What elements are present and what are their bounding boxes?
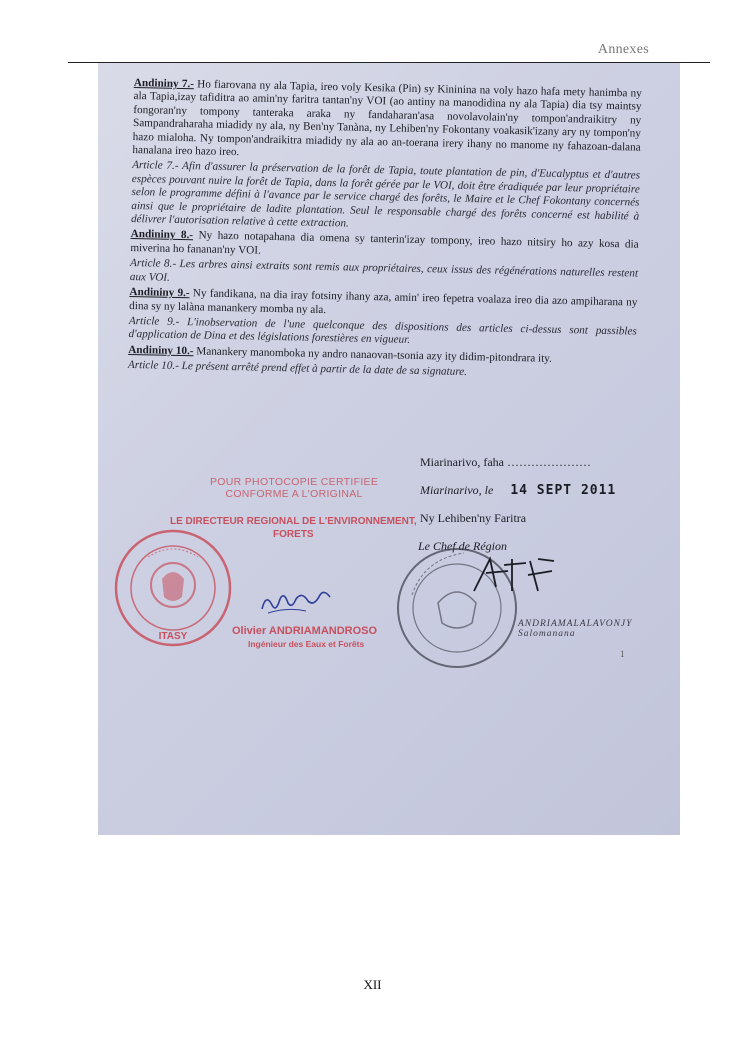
director-title: Ingénieur des Eaux et Forêts (248, 639, 365, 649)
article-text: Ho fiarovana ny ala Tapia, ireo voly Kesika (Pin) sy Kininina na voly hazo hafa mety hanimba ny ala Tapia,izay tafiditra ao amin'ny faritra tantan'ny VOI (ao antiny na manodidina ny ala Tapia) dia tsy maintsy fongoran'ny tompony tanteraka araka ny fandaharan'asa novolavolain'ny tompon'andraikitry ny Sampandraharaha miadidy ny ala, ny Ben'ny Tanàna, ny Lehiben'ny Fokontany voakasik'izany ary ny tompon'ny hazo mialoha. Ny tompon'andraikitra miadidy ny ala ao an-toerana irery ihany no manome ny fahazoan-dalana hanalana ireo hazo ireo. (132, 78, 642, 159)
red-official-seal (112, 527, 234, 649)
signature-area (98, 443, 680, 743)
seal-region-text: ITASY (158, 631, 188, 642)
article-number: Article 10.- (127, 359, 180, 373)
certified-copy-stamp (210, 476, 378, 500)
article-number: Andininy 8.- (130, 228, 194, 242)
director-line-2: FORETS (273, 529, 314, 540)
article-number: Article 8.- (129, 257, 177, 271)
place-line-mg: Miarinarivo, faha ………………… (420, 455, 591, 469)
article-number: Article 7.- (132, 159, 179, 173)
article-text: Manankery manomboka ny andro nanaovan-tsonia azy ity didim-pitondrara ity. (196, 345, 553, 365)
chef-signature-icon (468, 551, 558, 601)
place-line-fr (420, 483, 616, 498)
margin-mark: 1 (620, 649, 625, 659)
running-head: Annexes (597, 42, 649, 57)
article-text: Les arbres ainsi extraits sont remis aux propriétaires, ceux issus des régénérations naturelles restent aux VOI. (129, 258, 639, 284)
article-text: Afin d'assurer la préservation de la forêt de Tapia, toute plantation de pin, d'Eucalyptus et d'autres espèces pouvant nuire la forêt de Tapia, dans la forêt gérée par le VOI, doit être éradiquée par leur propriétaire selon le programme défini à l'avance par le service chargé des forêts, le Maire et le Chef Fokontany concernés ainsi que le propriétaire de ladite plantation. Seul le responsable chargé des forêts concerné est habilité à délivrer l'autorisation relative à cette extraction. (130, 160, 641, 230)
director-line-1: LE DIRECTEUR REGIONAL DE L'ENVIRONNEMENT, (170, 516, 417, 527)
page-number: XII (363, 977, 382, 992)
scanned-document-photo (98, 63, 680, 835)
certified-line-2: CONFORME A L'ORIGINAL (225, 488, 363, 500)
document-body (128, 77, 642, 385)
director-signature-icon (258, 579, 338, 619)
article-malagasy (132, 77, 642, 168)
article-number: Andininy 7.- (133, 77, 195, 91)
article-text: Ny hazo notapahana dia omena sy tanterin'izay tompony, ireo hazo nitsiry ho azy kosa dia miverina ho fananan'ny VOI. (130, 229, 639, 257)
article-number: Article 9.- (128, 314, 180, 328)
director-name: Olivier ANDRIAMANDROSO (232, 625, 378, 637)
article-text: L'inobservation de l'une quelconque des dispositions des articles ci-dessus sont passibles d'application de Dina et des législations forestières en vigueur. (128, 316, 637, 347)
article-text: Le présent arrêté prend effet à partir de la date de sa signature. (181, 360, 468, 379)
article-number: Andininy 10.- (128, 343, 194, 358)
article-french (131, 159, 640, 237)
date-stamp: 14 SEPT 2011 (510, 483, 617, 498)
article-text: Ny fandikana, na dia iray fotsiny ihany aza, amin' ireo fepetra voalaza ireo dia azo ampiharana ny dina sy ny lalàna manankery momba ny ala. (129, 287, 638, 316)
certified-line-1: POUR PHOTOCOPIE CERTIFIEE (210, 476, 379, 488)
article-number: Andininy 9.- (129, 286, 190, 300)
chef-title-mg: Ny Lehiben'ny Faritra (420, 511, 527, 525)
chef-title-fr: Le Chef de Région (418, 539, 507, 553)
place-fr-label: Miarinarivo, le (420, 483, 494, 497)
chef-name: ANDRIAMALALAVONJY Salomanana (518, 619, 633, 639)
